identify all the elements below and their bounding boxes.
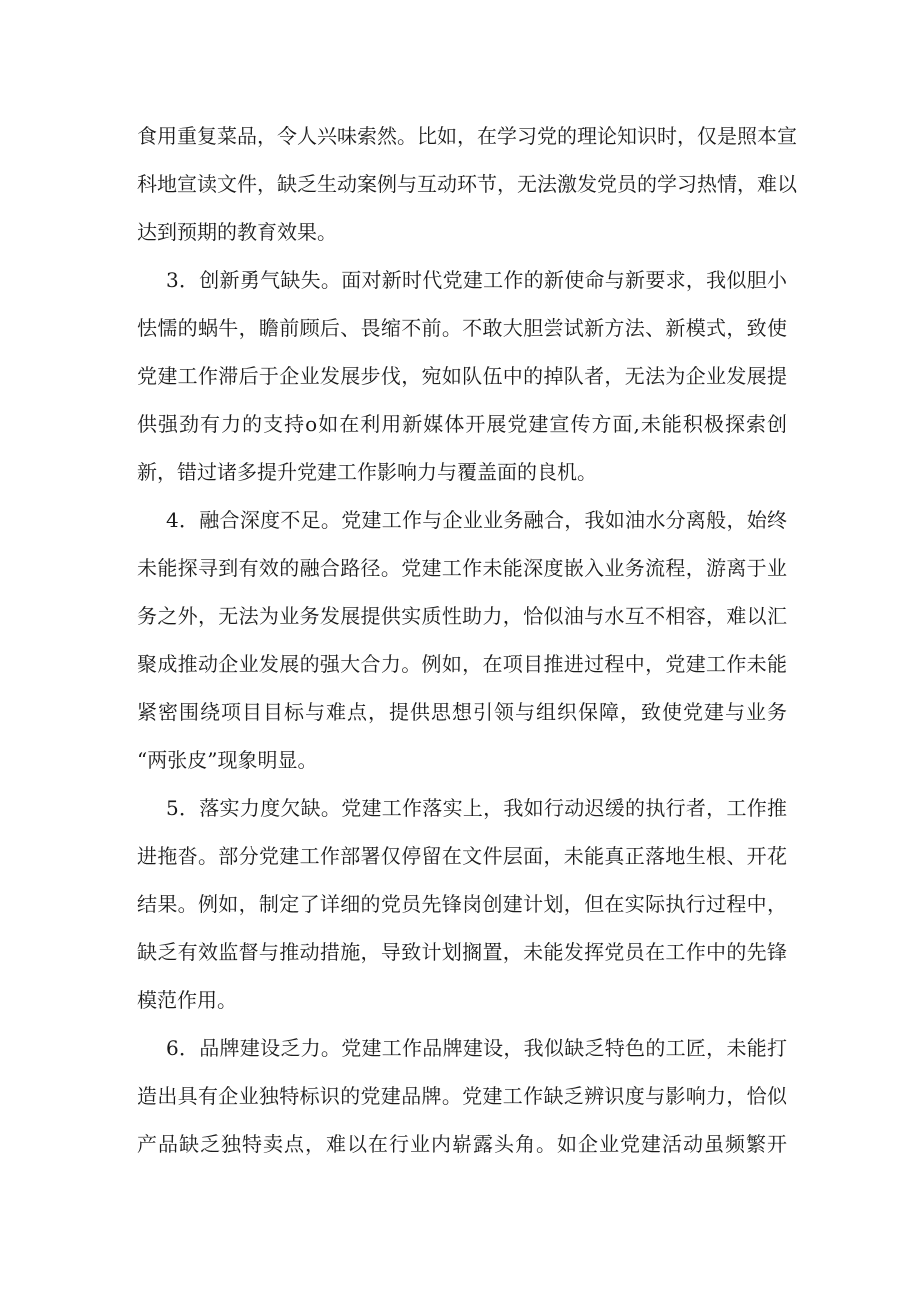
text-line: 未能探寻到有效的融合路径。党建工作未能深度嵌入业务流程，游离于业 [137,556,787,580]
text-line: 党建工作滞后于企业发展步伐，宛如队伍中的掉队者，无法为企业发展提 [137,364,787,388]
text-line: 紧密围绕项目目标与难点，提供思想引领与组织保障，致使党建与业务 [137,700,787,724]
text-line: 4．融合深度不足。党建工作与企业业务融合，我如油水分离般，始终 [166,508,787,532]
text-line: 新，错过诸多提升党建工作影响力与覆盖面的良机。 [137,460,597,484]
text-line: 供强劲有力的支持o如在利用新媒体开展党建宣传方面,未能积极探索创 [137,412,787,436]
paragraph-item-6 [137,1024,787,1168]
text-line: 5．落实力度欠缺。党建工作落实上，我如行动迟缓的执行者，工作推 [166,796,787,820]
text-line: 聚成推动企业发展的强大合力。例如，在项目推进过程中，党建工作未能 [137,652,787,676]
text-line: 进拖沓。部分党建工作部署仅停留在文件层面，未能真正落地生根、开花 [137,844,787,868]
paragraph-item-5 [137,784,787,1024]
text-line: 怯懦的蜗牛，瞻前顾后、畏缩不前。不敢大胆尝试新方法、新模式，致使 [137,316,787,340]
text-line: 缺乏有效监督与推动措施，导致计划搁置，未能发挥党员在工作中的先锋 [137,940,787,964]
text-line: “两张皮”现象明显。 [137,748,318,772]
paragraph-item-4 [137,496,787,784]
text-line: 务之外，无法为业务发展提供实质性助力，恰似油与水互不相容，难以汇 [137,604,787,628]
text-line: 造出具有企业独特标识的党建品牌。党建工作缺乏辨识度与影响力，恰似 [137,1084,787,1108]
text-line: 科地宣读文件，缺乏生动案例与互动环节，无法激发党员的学习热情，难以 [137,172,797,196]
paragraph-continuation [137,112,797,256]
paragraph-item-3 [137,256,787,496]
text-line: 结果。例如，制定了详细的党员先锋岗创建计划，但在实际执行过程中， [137,892,787,916]
text-line: 3．创新勇气缺失。面对新时代党建工作的新使命与新要求，我似胆小 [166,268,787,292]
text-line: 食用重复菜品，令人兴味索然。比如，在学习党的理论知识时，仅是照本宣 [137,124,797,148]
text-line: 模范作用。 [137,988,237,1012]
document-body [137,112,797,1168]
text-line: 6．品牌建设乏力。党建工作品牌建设，我似缺乏特色的工匠，未能打 [166,1036,787,1060]
text-line: 达到预期的教育效果。 [137,220,337,244]
text-line: 产品缺乏独特卖点，难以在行业内崭露头角。如企业党建活动虽频繁开 [137,1132,787,1156]
